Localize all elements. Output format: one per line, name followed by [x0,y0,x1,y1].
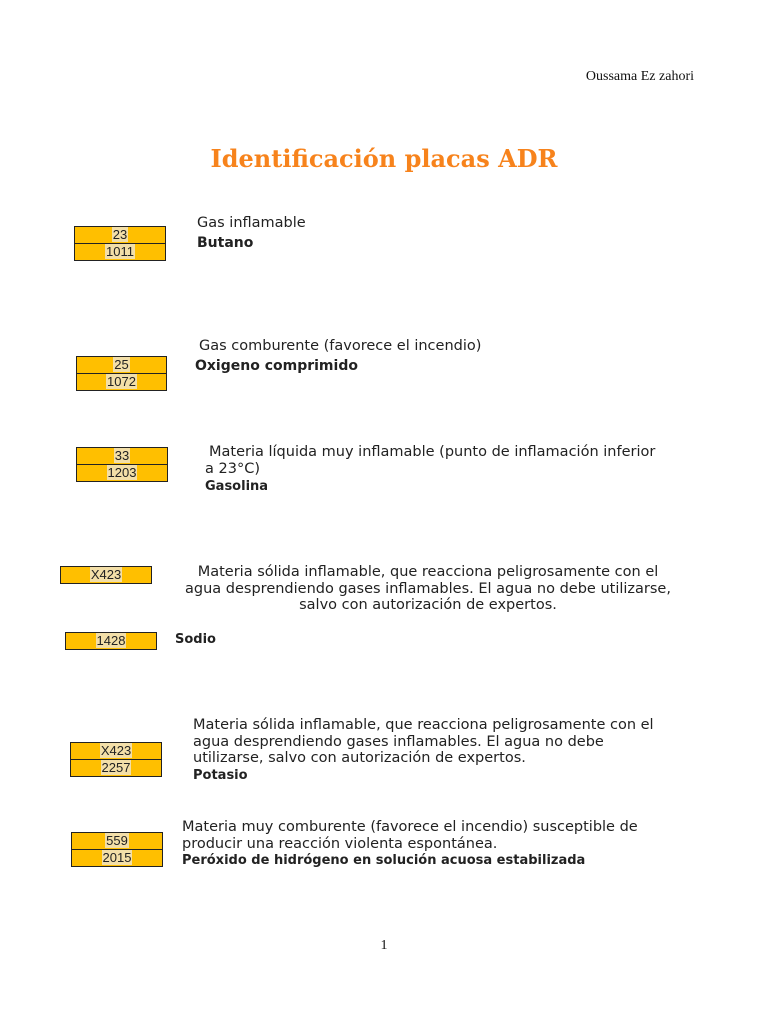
adr-plate-1 [74,226,166,261]
substance-name: Butano [197,235,254,251]
adr-plate-4-top [60,566,152,584]
adr-plate-4-bottom [65,632,157,650]
hazard-number: X423 [100,743,132,758]
un-number: 1072 [77,373,166,390]
hazard-description: Gas comburente (favorece el incendio) [199,338,482,354]
description-line: salvo con autorización de expertos. [299,597,557,613]
un-number: 2257 [71,759,161,776]
hazard-description: Gas inflamable [197,215,306,231]
page-number: 1 [380,938,388,953]
hazard-number: X423 [90,567,122,582]
adr-plate-5 [70,742,162,777]
adr-plate-3 [76,447,168,482]
hazard-description [182,819,638,852]
substance-name: Peróxido de hidrógeno en solución acuosa estabilizada [182,853,586,868]
un-number: 1203 [77,464,167,481]
description-line: agua desprendiendo gases inflamables. El agua no debe [193,733,604,750]
hazard-description [166,564,690,614]
un-number: 1428 [96,633,126,648]
adr-plate-2 [76,356,167,391]
substance-name: Oxigeno comprimido [195,358,358,374]
page-title: Identificación placas ADR [210,144,558,173]
hazard-number: 23 [112,227,128,242]
description-line: producir una reacción violenta espontánea. [182,835,498,852]
hazard-number: 25 [114,357,129,372]
description-line: Materia sólida inflamable, que reacciona peligrosamente con el [197,564,659,580]
description-line: agua desprendiendo gases inflamables. El agua no debe utilizarse, [185,580,671,597]
description-line: a 23°C) [205,460,260,477]
substance-name: Sodio [175,632,216,647]
hazard-description [205,444,655,477]
hazard-description [193,717,654,767]
description-line: Materia sólida inflamable, que reacciona peligrosamente con el [193,717,654,733]
hazard-number: 559 [106,833,128,848]
description-line: Materia líquida muy inflamable (punto de inflamación inferior [209,444,656,460]
un-number: 1011 [75,243,165,260]
description-line: Materia muy comburente (favorece el incendio) susceptible de [182,819,638,835]
adr-plate-6 [71,832,163,867]
hazard-number: 33 [114,448,130,463]
description-line: utilizarse, salvo con autorización de expertos. [193,750,526,766]
substance-name: Potasio [193,768,248,783]
substance-name: Gasolina [205,479,269,494]
un-number: 2015 [72,849,162,866]
author-name: Oussama Ez zahori [585,69,694,84]
